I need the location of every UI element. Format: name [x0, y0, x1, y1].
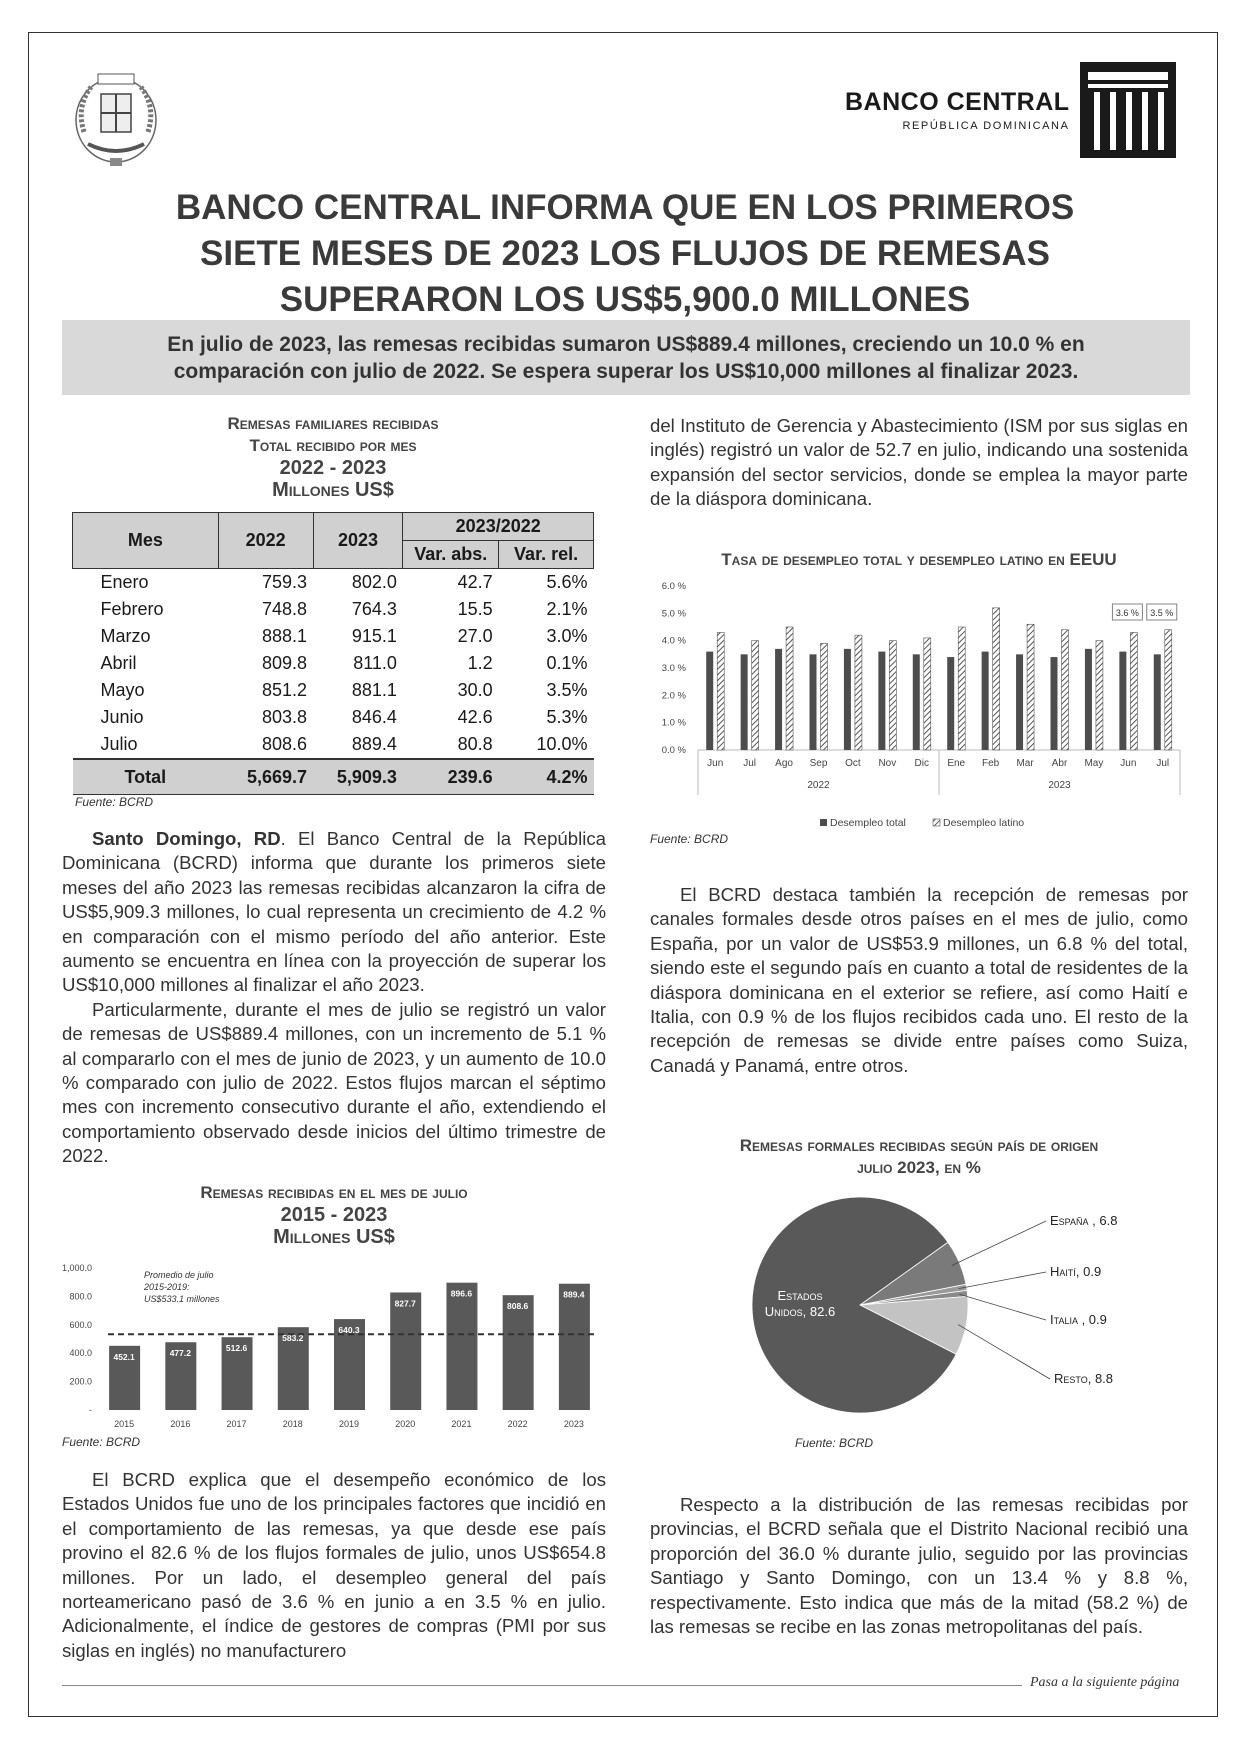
table-row — [73, 623, 594, 650]
bar-desempleo-latino — [1096, 641, 1103, 750]
total-2022: 5,669.7 — [218, 759, 313, 795]
table-row — [73, 596, 594, 623]
row-cell: 27.0 — [457, 626, 493, 646]
row-cell: 889.4 — [351, 734, 397, 754]
x-tick-label: 2018 — [282, 1419, 303, 1429]
bar-desempleo-total — [706, 652, 713, 750]
pie-leader-line — [959, 1272, 1046, 1289]
total-2023: 5,909.3 — [313, 759, 403, 795]
paragraph-text: . El Banco Central de la República Dominicana (BCRD) informa que durante los primeros siete meses del año 2023 las remesas recibidas alcanzaron la cifra de US$5,909.3 millones, lo cual representa un crecimiento de 4.2 % en comparación con el mismo período del año anterior. Este aumento se encuentra en línea con la proyección de superar los US$10,000 millones al finalizar el año 2023. — [62, 828, 607, 996]
bar-desempleo-total — [844, 649, 851, 750]
bar-desempleo-total — [982, 652, 989, 750]
row-cell: 5.3% — [546, 707, 588, 727]
bar-value-label: 889.4 — [563, 1289, 585, 1300]
y-tick-label: 5.0 % — [661, 608, 686, 620]
y-tick-label: 400.0 — [69, 1348, 92, 1359]
bar-desempleo-latino — [752, 641, 759, 750]
bar-desempleo-total — [1119, 652, 1126, 750]
pie-leader-line — [952, 1221, 1046, 1265]
y-tick-label: 6.0 % — [661, 581, 686, 592]
bar-desempleo-latino — [786, 627, 793, 750]
table-row — [73, 704, 594, 731]
bar-desempleo-latino — [717, 632, 724, 750]
legend-swatch-total — [820, 819, 827, 826]
table-title-line: 2022 - 2023 — [279, 457, 387, 479]
pie-slice-label: Resto, 8.8 — [1054, 1371, 1114, 1386]
table-title-line: Total recibido por mes — [249, 436, 417, 455]
x-tick-label: 2023 — [563, 1419, 584, 1429]
x-tick-label: 2015 — [114, 1419, 135, 1429]
x-tick-label: Nov — [878, 758, 897, 769]
row-cell: 42.7 — [457, 572, 493, 592]
total-var-abs: 239.6 — [403, 759, 499, 795]
bar-value-label: 808.6 — [507, 1301, 529, 1312]
row-month: Junio — [100, 707, 144, 727]
row-month: Julio — [100, 734, 138, 754]
row-cell: 803.8 — [261, 707, 308, 727]
headline — [60, 185, 1190, 323]
bar-desempleo-latino — [855, 635, 862, 750]
july-remittances-chart — [62, 1258, 606, 1438]
y-tick-label: - — [89, 1405, 92, 1415]
pie-slice-label: Haití, 0.9 — [1050, 1264, 1102, 1279]
brand-name: BANCO CENTRAL — [845, 88, 1070, 116]
x-tick-label: May — [1084, 758, 1104, 769]
y-tick-label: 200.0 — [69, 1376, 92, 1387]
legend-label: Desempleo total — [830, 817, 906, 829]
headline-line: SIETE MESES DE 2023 LOS FLUJOS DE REMESAS — [200, 234, 1050, 273]
x-tick-label: Sep — [809, 758, 828, 769]
group-label: 2023 — [1048, 780, 1071, 791]
table-row — [73, 569, 594, 597]
reference-label: 2015-2019: — [144, 1282, 190, 1292]
y-tick-label: 3.0 % — [661, 663, 686, 674]
annotation-label: 3.6 % — [1115, 608, 1139, 618]
pie-slice-label: Italia , 0.9 — [1050, 1312, 1107, 1327]
pie-chart-title — [650, 1135, 1188, 1179]
bar-desempleo-total — [1016, 654, 1023, 750]
row-month: Febrero — [100, 599, 164, 619]
row-month: Mayo — [100, 680, 145, 700]
legend-swatch-latino — [933, 819, 940, 826]
pie-slice-label: Estados — [777, 1288, 823, 1303]
bar-desempleo-total — [947, 657, 954, 750]
right-paragraph-0 — [650, 414, 1188, 512]
paragraph: Respecto a la distribución de las remesas recibidas por provincias, el BCRD señala que el Distrito Nacional recibió una proporción del 36.0 % durante julio, seguido por las provincias Santiago y Santo Domingo, con un 13.4 % y 8.8 %, respectivamente. Esto indica que más de la mitad (58.2 %) de las remesas se recibe en las zonas metropolitanas del país. — [650, 1494, 1188, 1638]
header-2022: 2022 — [218, 513, 313, 569]
row-cell: 846.4 — [351, 707, 397, 727]
headline-line: BANCO CENTRAL INFORMA QUE EN LOS PRIMEROS — [175, 188, 1075, 227]
unemployment-chart-source: Fuente: BCRD — [650, 832, 729, 846]
y-tick-label: 600.0 — [69, 1319, 92, 1330]
bar-july-remittance — [559, 1284, 590, 1410]
row-cell: 759.3 — [261, 572, 308, 592]
unemployment-chart-title: Tasa de desempleo total y desempleo latino en EEUU — [721, 550, 1117, 569]
pie-leader-line — [958, 1325, 1050, 1379]
bar-value-label: 583.2 — [282, 1333, 304, 1344]
pie-leader-line — [959, 1294, 1046, 1320]
bar-desempleo-total — [1154, 654, 1161, 750]
unemployment-chart — [650, 572, 1190, 832]
coat-of-arms-logo — [66, 62, 166, 172]
x-tick-label: Feb — [982, 758, 1000, 769]
row-cell: 881.1 — [351, 680, 397, 700]
row-month: Abril — [100, 653, 137, 673]
row-cell: 764.3 — [351, 599, 397, 619]
y-tick-label: 2.0 % — [661, 690, 686, 702]
row-month: Enero — [100, 572, 149, 592]
legend-label: Desempleo latino — [943, 817, 1025, 829]
x-tick-label: 2022 — [507, 1419, 528, 1429]
bar-desempleo-latino — [958, 627, 965, 750]
paragraph — [62, 827, 606, 998]
x-tick-label: Jun — [707, 758, 724, 769]
x-tick-label: Ago — [775, 758, 793, 769]
x-tick-label: 2021 — [451, 1419, 472, 1429]
bar-value-label: 896.6 — [450, 1288, 473, 1299]
july-chart-title — [62, 1182, 606, 1248]
bar-july-remittance — [390, 1292, 421, 1410]
table-source: Fuente: BCRD — [75, 795, 154, 809]
total-var-rel: 4.2% — [499, 759, 594, 795]
bar-desempleo-latino — [1062, 630, 1069, 750]
bar-july-remittance — [503, 1295, 534, 1410]
table-row — [73, 731, 594, 759]
row-cell: 888.1 — [261, 626, 308, 646]
row-cell: 0.1% — [546, 653, 588, 673]
bar-value-label: 512.6 — [225, 1343, 248, 1354]
x-tick-label: Jul — [1156, 758, 1170, 769]
row-cell: 80.8 — [457, 734, 493, 754]
x-tick-label: Dic — [914, 758, 930, 769]
brand-block — [845, 88, 1070, 132]
bar-desempleo-latino — [1130, 632, 1137, 750]
bar-desempleo-total — [775, 649, 782, 750]
bar-desempleo-latino — [1027, 624, 1034, 750]
origin-pie-chart — [650, 1190, 1190, 1430]
row-cell: 5.6% — [546, 572, 588, 592]
annotation-label: 3.5 % — [1150, 608, 1174, 618]
left-paragraphs-2 — [62, 1468, 606, 1663]
x-tick-label: 2016 — [170, 1419, 191, 1429]
bar-desempleo-latino — [1165, 630, 1172, 750]
header-mes: Mes — [73, 513, 219, 569]
row-cell: 3.0% — [546, 626, 588, 646]
x-tick-label: 2017 — [226, 1419, 247, 1429]
bank-columns-logo — [1080, 62, 1176, 158]
pie-chart-source: Fuente: BCRD — [795, 1436, 874, 1450]
y-tick-label: 0.0 % — [661, 745, 686, 756]
next-page-note: Pasa a la siguiente página — [1030, 1675, 1180, 1690]
y-tick-label: 1.0 % — [661, 717, 686, 729]
table-row — [73, 650, 594, 677]
bar-desempleo-total — [878, 652, 885, 750]
x-tick-label: 2020 — [395, 1419, 416, 1429]
bar-july-remittance — [446, 1283, 477, 1410]
table-title-line: Remesas familiares recibidas — [227, 414, 439, 433]
chart-title-line: Remesas recibidas en el mes de julio — [200, 1183, 468, 1202]
group-label: 2022 — [807, 780, 830, 791]
x-tick-label: Oct — [845, 758, 861, 769]
y-tick-label: 1,000.0 — [62, 1263, 92, 1273]
table-row — [73, 677, 594, 704]
row-cell: 809.8 — [261, 653, 308, 673]
pie-slice-label: Unidos, 82.6 — [764, 1304, 836, 1319]
paragraph: El BCRD explica que el desempeño económico de los Estados Unidos fue uno de los principales factores que incidió en el comportamiento de las remesas, ya que desde ese país provino el 82.6 % de los flujos formales de julio, unos US$654.8 millones. Por un lado, el desempleo general del país norteamericano pasó de 3.6 % en junio a en 3.5 % en julio. Adicionalmente, el índice de gestores de compras (PMI por sus siglas en inglés) no manufacturero — [62, 1469, 606, 1661]
header-var-rel: Var. rel. — [499, 541, 594, 569]
header-var-abs: Var. abs. — [403, 541, 499, 569]
table-title — [72, 413, 594, 501]
x-tick-label: Mar — [1016, 758, 1034, 769]
row-cell: 1.2 — [467, 653, 493, 673]
headline-line: SUPERARON LOS US$5,900.0 MILLONES — [279, 280, 971, 319]
bar-desempleo-latino — [821, 643, 828, 750]
paragraph: Particularmente, durante el mes de julio se registró un valor de remesas de US$889.4 millones, con un incremento de 5.1 % al compararlo con el mes de junio de 2023, y un aumento de 10.0 % comparado con julio de 2022. Estos flujos marcan el séptimo mes con incremento consecutivo durante el año, extendiendo el comportamiento observado desde inicios del último trimestre de 2022. — [62, 998, 606, 1167]
y-tick-label: 800.0 — [69, 1291, 92, 1302]
remittances-table — [72, 512, 594, 795]
row-cell: 10.0% — [536, 734, 588, 754]
row-cell: 808.6 — [261, 734, 308, 754]
row-month: Marzo — [100, 626, 151, 646]
row-cell: 2.1% — [546, 599, 588, 619]
bar-value-label: 477.2 — [169, 1348, 191, 1359]
footer-rule — [62, 1685, 1022, 1686]
bar-desempleo-total — [1085, 649, 1092, 750]
bar-value-label: 452.1 — [113, 1351, 135, 1362]
reference-label: Promedio de julio — [144, 1270, 214, 1280]
bar-desempleo-total — [1051, 657, 1058, 750]
paragraph: El BCRD destaca también la recepción de remesas por canales formales desde otros países en el mes de julio, como España, por un valor de US$53.9 millones, un 6.8 % del total, siendo este el segundo país en cuanto a total de residentes de la diáspora dominicana en el exterior se refiere, así como Haití e Italia, con 0.9 % de los flujos recibidos cada uno. El resto de la recepción de remesas se divide entre países como Suiza, Canadá y Panamá, entre otros. — [650, 884, 1188, 1076]
row-cell: 811.0 — [353, 653, 397, 673]
row-cell: 15.5 — [457, 599, 493, 619]
pie-slice-label: España , 6.8 — [1050, 1213, 1118, 1228]
bar-desempleo-total — [913, 654, 920, 750]
x-tick-label: Jun — [1120, 758, 1137, 769]
chart-title-line: julio 2023, en % — [857, 1158, 981, 1177]
x-tick-label: Jul — [743, 758, 757, 769]
brand-subtitle: REPÚBLICA DOMINICANA — [902, 120, 1070, 132]
row-cell: 748.8 — [261, 599, 308, 619]
bar-desempleo-total — [741, 654, 748, 750]
reference-label: US$533.1 millones — [144, 1294, 220, 1304]
x-tick-label: Abr — [1051, 758, 1068, 769]
july-chart-source: Fuente: BCRD — [62, 1435, 141, 1449]
bar-desempleo-latino — [993, 608, 1000, 750]
x-tick-label: 2019 — [338, 1419, 360, 1429]
subheadline: En julio de 2023, las remesas recibidas sumaron US$889.4 millones, creciendo un 10.0 % en comparación con julio de 2022. Se espera superar los US$10,000 millones al finalizar 2023. — [62, 320, 1190, 395]
row-cell: 3.5% — [546, 680, 588, 700]
total-label: Total — [73, 759, 219, 795]
right-paragraph-2 — [650, 1493, 1188, 1639]
bar-desempleo-total — [810, 654, 817, 750]
header-2023: 2023 — [313, 513, 403, 569]
bar-value-label: 827.7 — [394, 1298, 416, 1309]
paragraph-lead: Santo Domingo, RD — [92, 828, 281, 849]
row-cell: 30.0 — [457, 680, 493, 700]
y-tick-label: 4.0 % — [661, 635, 686, 647]
bar-desempleo-latino — [924, 638, 931, 750]
row-cell: 802.0 — [351, 572, 397, 592]
row-cell: 851.2 — [261, 680, 308, 700]
x-tick-label: Ene — [947, 758, 966, 769]
row-cell: 915.1 — [351, 626, 397, 646]
table-title-line: Millones US$ — [272, 479, 394, 501]
header-group: 2023/2022 — [403, 513, 594, 541]
right-paragraph-1 — [650, 883, 1188, 1078]
total-row — [73, 759, 594, 795]
chart-title-line: Remesas formales recibidas según país de origen — [739, 1136, 1099, 1155]
left-paragraphs-1 — [62, 827, 606, 1169]
row-cell: 42.6 — [457, 707, 493, 727]
chart-title-line: 2015 - 2023 — [280, 1204, 388, 1226]
paragraph: del Instituto de Gerencia y Abastecimiento (ISM por sus siglas en inglés) registró un valor de 52.7 en julio, indicando una sostenida expansión del sector servicios, donde se emplea la mayor parte de la diáspora dominicana. — [650, 415, 1188, 510]
bar-desempleo-latino — [889, 641, 896, 750]
bar-value-label: 640.3 — [338, 1325, 360, 1336]
chart-title-line: Millones US$ — [273, 1226, 395, 1248]
